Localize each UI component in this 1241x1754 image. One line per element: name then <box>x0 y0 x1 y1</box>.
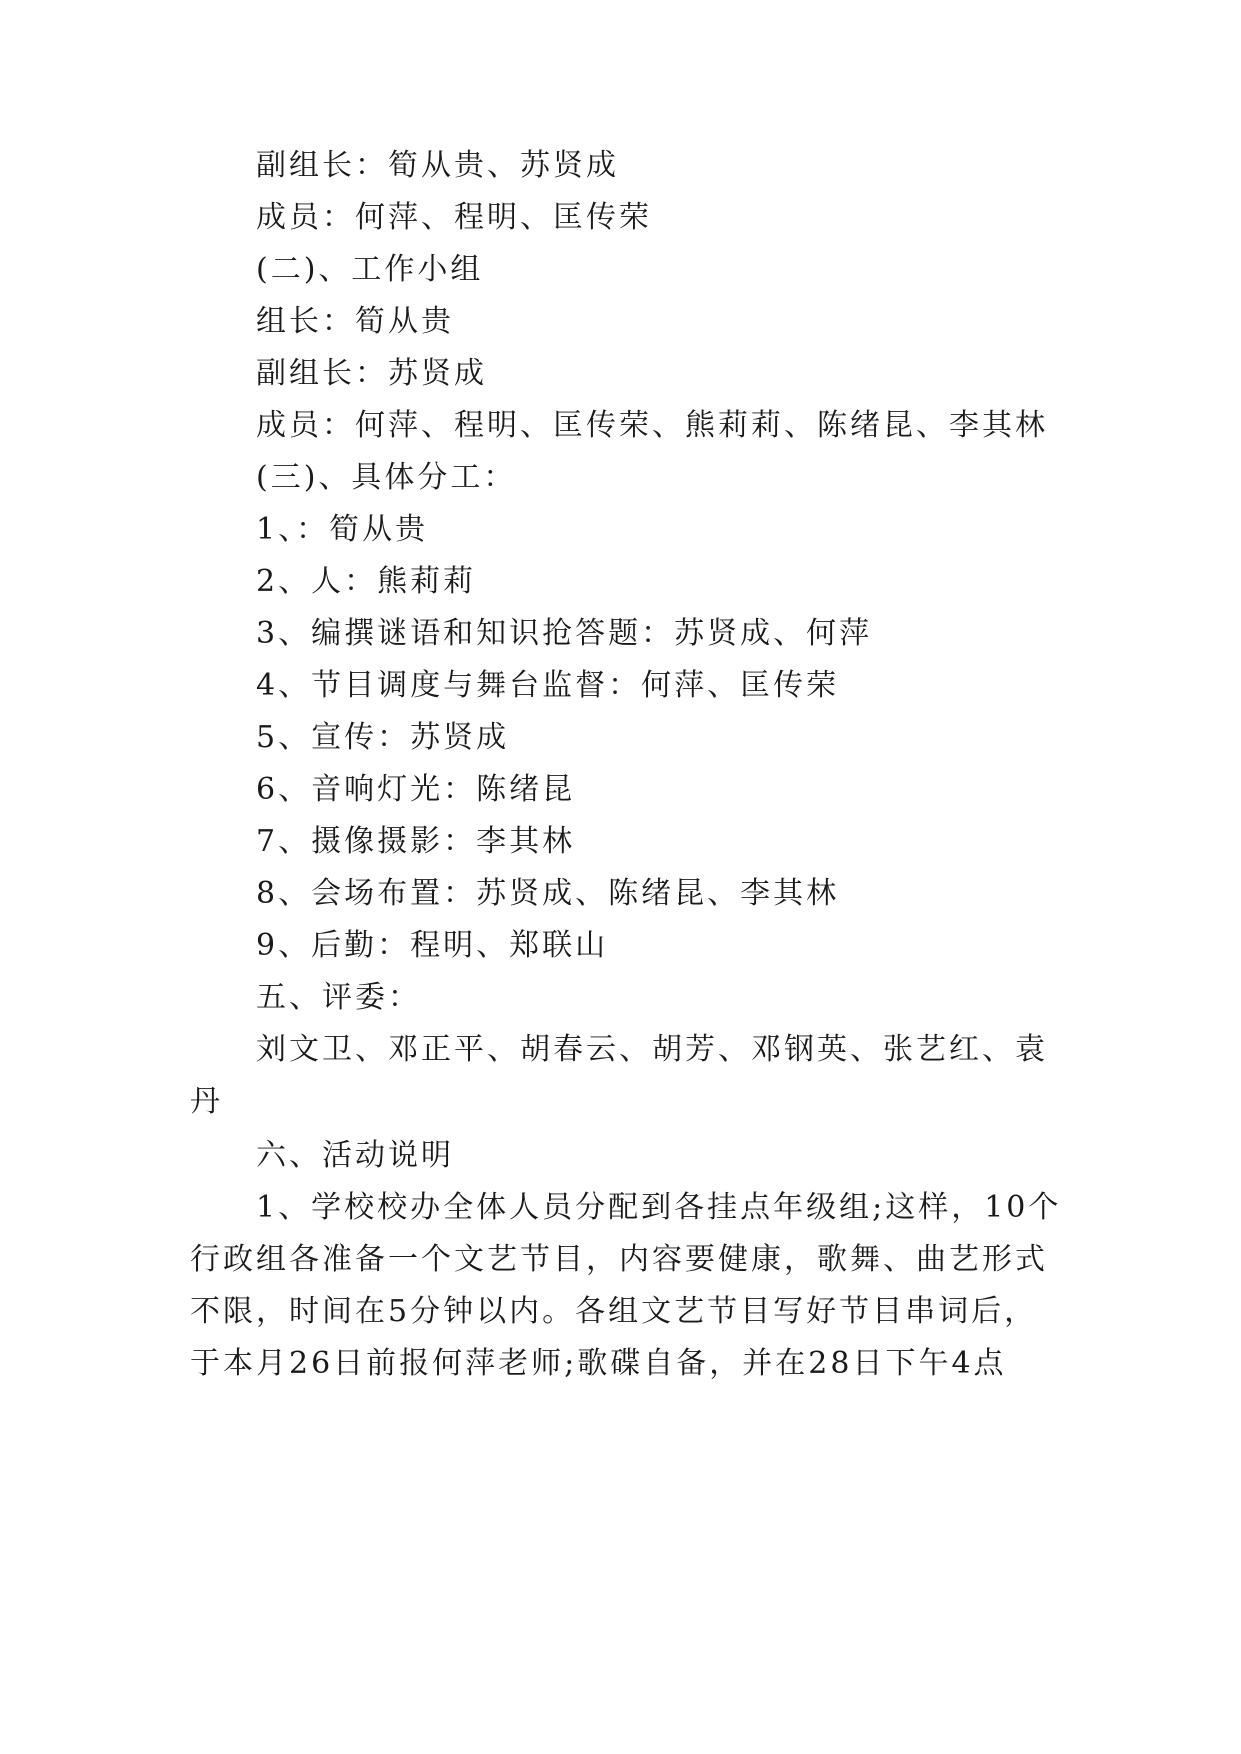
paragraph-notes-line-3: 不限，时间在5分钟以内。各组文艺节目写好节目串词后， <box>190 1294 1038 1329</box>
list-item-9: 9、后勤：程明、郑联山 <box>256 928 609 963</box>
text-line-group-leader: 组长：筍从贵 <box>256 304 454 339</box>
list-item-4: 4、节目调度与舞台监督：何萍、匡传荣 <box>256 668 840 703</box>
text-line-deputy-leaders: 副组长：筍从贵、苏贤成 <box>256 148 619 183</box>
list-item-1: 1、：筍从贵 <box>256 512 429 547</box>
paragraph-notes-line-1: 1、学校校办全体人员分配到各挂点年级组;这样，10个 <box>256 1190 1062 1225</box>
text-line-members: 成员：何萍、程明、匡传荣 <box>256 200 652 235</box>
section-heading-division-of-labor: (三)、具体分工： <box>256 460 517 495</box>
list-item-5: 5、宣传：苏贤成 <box>256 720 510 755</box>
text-line-working-members: 成员：何萍、程明、匡传荣、熊莉莉、陈绪昆、李其林 <box>256 408 1048 443</box>
list-item-6: 6、音响灯光：陈绪昆 <box>256 772 576 807</box>
list-item-3: 3、编撰谜语和知识抢答题：苏贤成、何萍 <box>256 616 873 651</box>
paragraph-judges-line-2: 丹 <box>190 1084 223 1119</box>
section-heading-working-group: (二)、工作小组 <box>256 252 484 287</box>
paragraph-notes-line-2: 行政组各准备一个文艺节目，内容要健康，歌舞、曲艺形式 <box>190 1242 1048 1277</box>
paragraph-judges-line-1: 刘文卫、邓正平、胡春云、胡芳、邓钢英、张艺红、袁 <box>256 1032 1048 1067</box>
section-heading-judges: 五、评委： <box>256 980 421 1015</box>
paragraph-notes-line-4: 于本月26日前报何萍老师;歌碟自备，并在28日下午4点 <box>190 1346 1007 1381</box>
text-line-deputy-leader: 副组长：苏贤成 <box>256 356 487 391</box>
section-heading-activity-notes: 六、活动说明 <box>256 1138 454 1173</box>
list-item-2: 2、人：熊莉莉 <box>256 564 477 599</box>
list-item-7: 7、摄像摄影：李其林 <box>256 824 576 859</box>
list-item-8: 8、会场布置：苏贤成、陈绪昆、李其林 <box>256 876 840 911</box>
